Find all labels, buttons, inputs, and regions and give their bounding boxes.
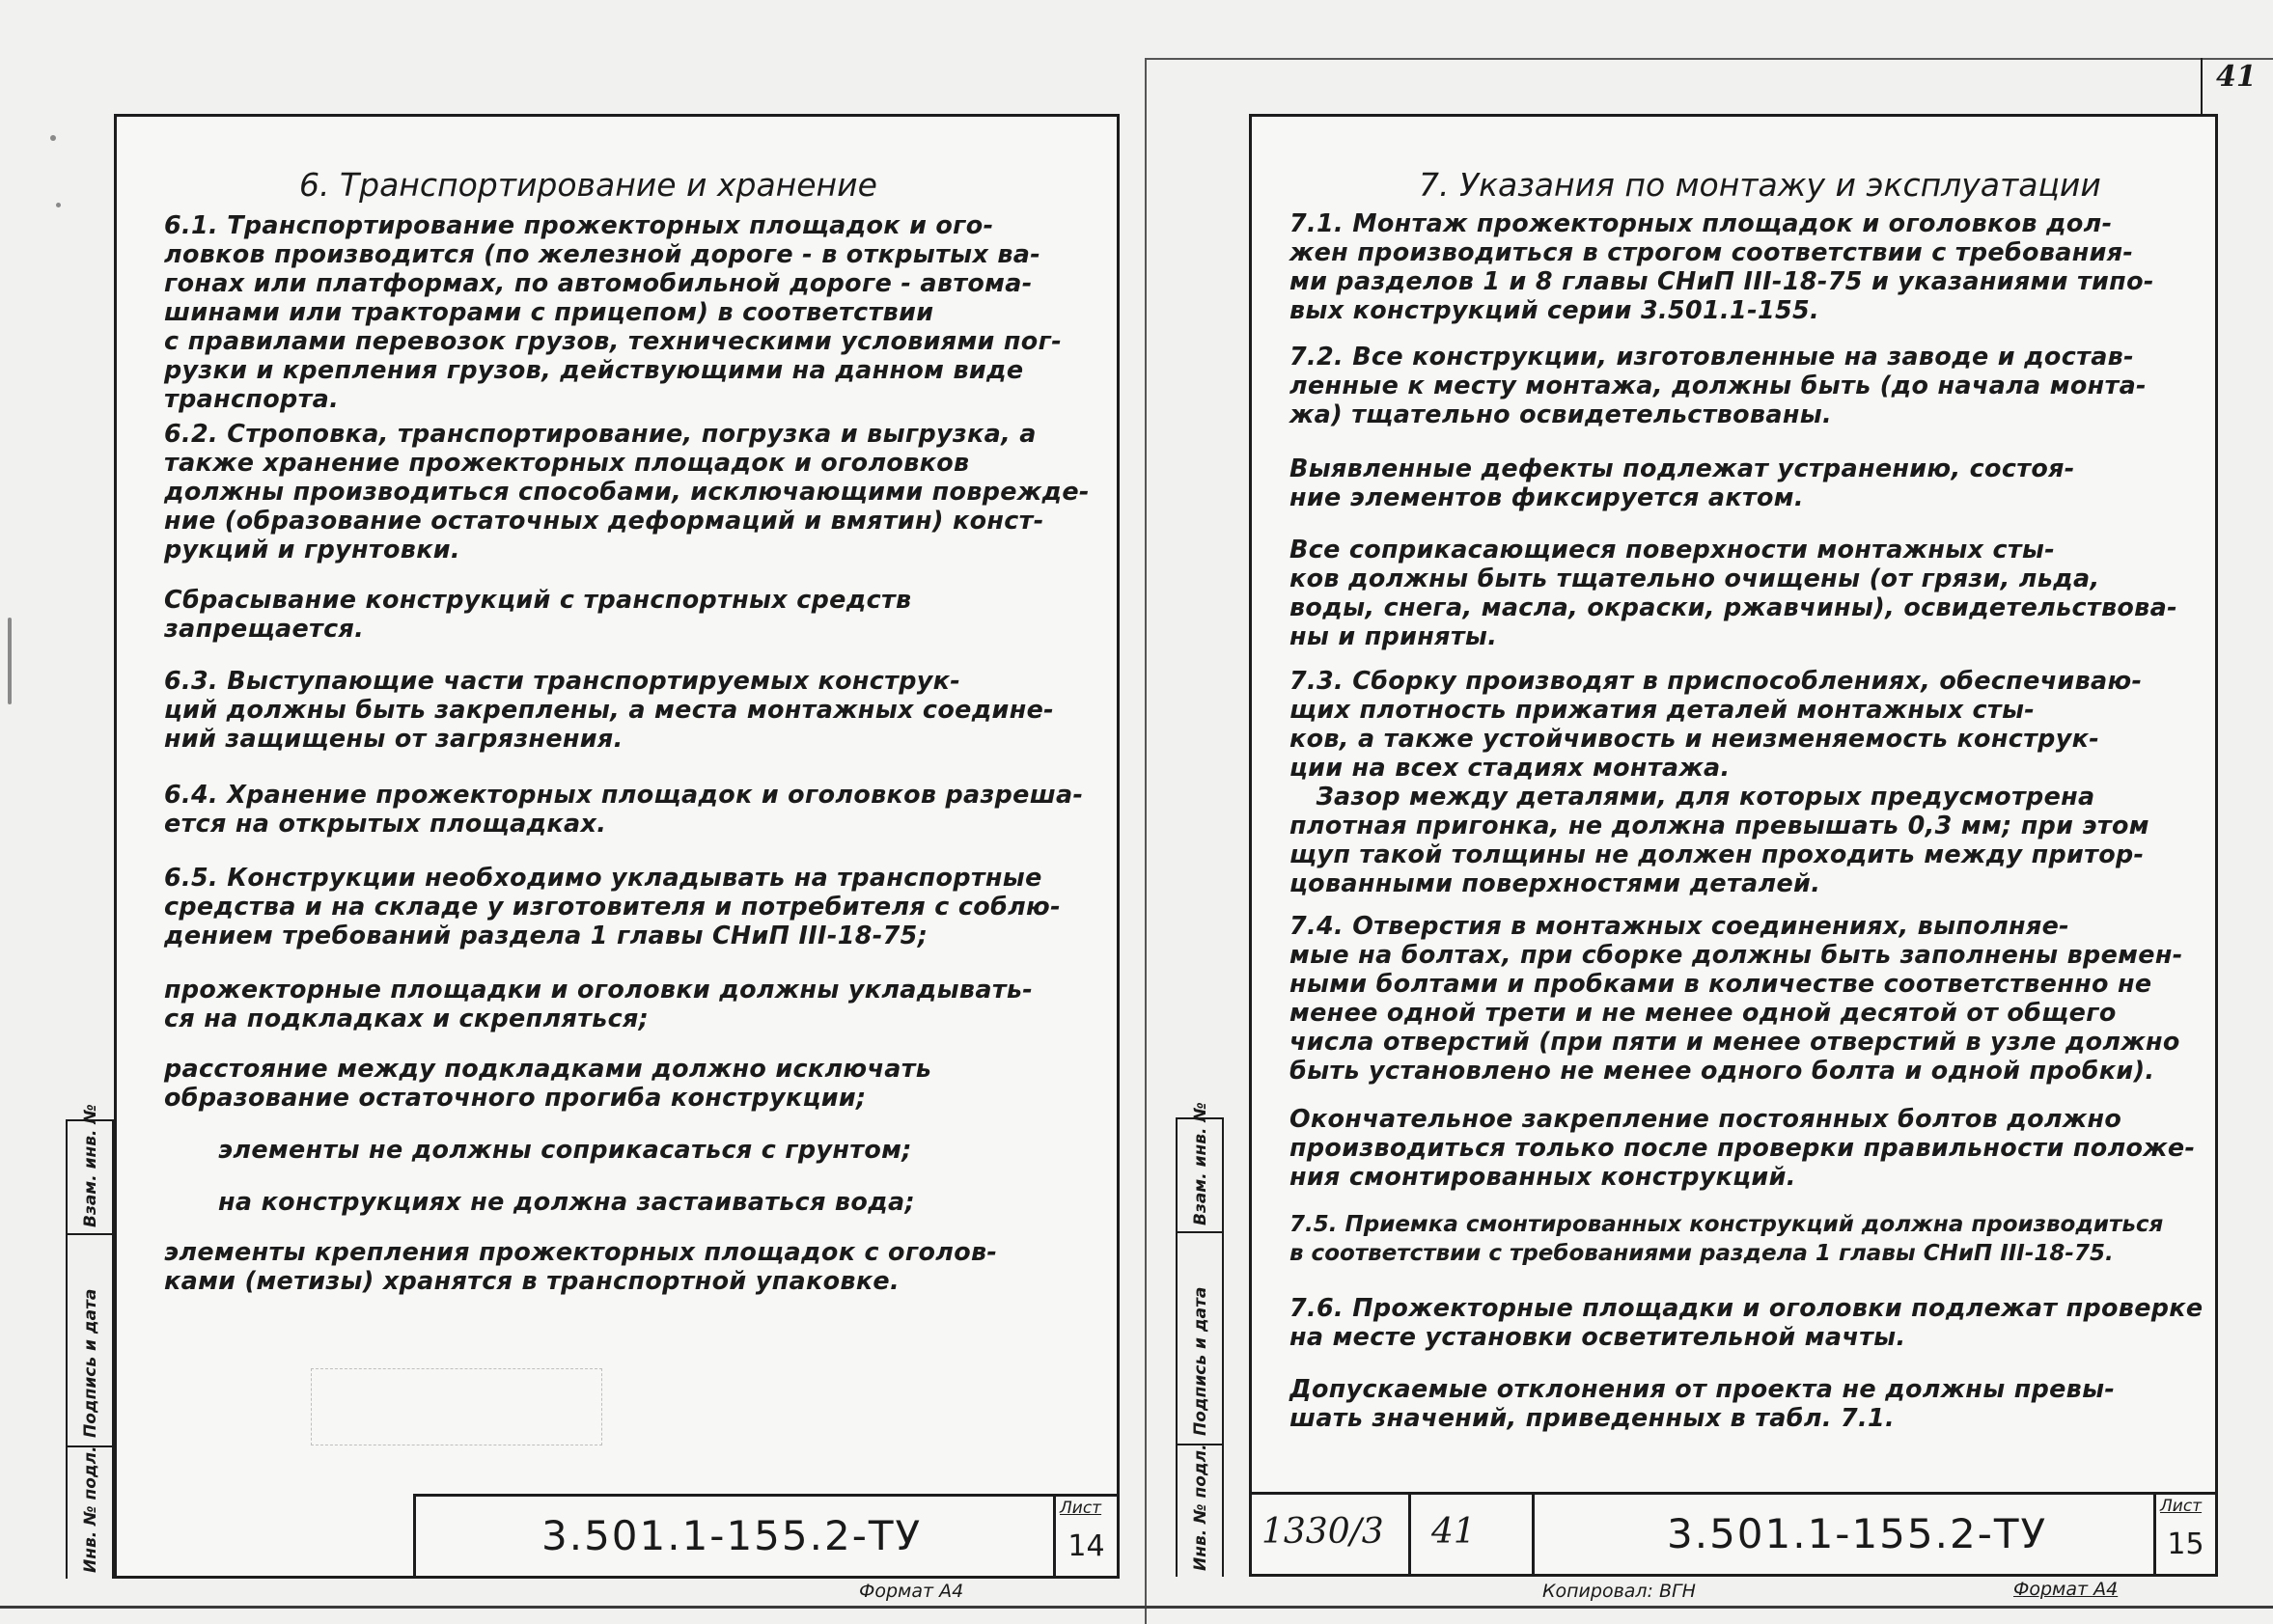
paragraph-7-3: 7.3. Сборку производят в приспособлениях, обеспечиваю- щих плотность прижатия деталей монтажных сты- ков, а также устойчивость и неизменяемость конструк- ции на всех стадиях монтажа. Зазор между деталями, для которых предусмотрена плотная пригонка, не должна превышать 0,3 мм; при этом щуп такой толщины не должен проходить между притор- цованными поверхностями деталей. bbox=[1289, 666, 2149, 897]
paragraph-7-4: 7.4. Отверстия в монтажных соединениях, выполняе- мые на болтах, при сборке должны быть заполнены времен- ными болтами и пробками в количестве соответственно не менее одной трети и не менее одной десятой от общего числа отверстий (при пяти и менее отверстий в узле должно быть установлено не менее одного болта и одной пробки). bbox=[1289, 911, 2183, 1085]
paragraph-7-4-final: Окончательное закрепление постоянных болтов должно производиться только после проверки правильности положе- ния смонтированных конструкций. bbox=[1289, 1104, 2196, 1191]
paragraph-7-2-defects: Выявленные дефекты подлежат устранению, состоя- ние элементов фиксируется актом. bbox=[1289, 454, 2075, 511]
left-title-block bbox=[413, 1494, 1120, 1579]
inventory-number: 1330/3 bbox=[1261, 1512, 1384, 1552]
side-label-replace-inv: Взам. инв. № bbox=[81, 1104, 100, 1227]
paragraph-6-5-b: расстояние между подкладками должно исключать образование остаточного прогиба конструкции; bbox=[164, 1054, 932, 1112]
left-sheet-number: 14 bbox=[1067, 1529, 1105, 1563]
section-title-7: 7. Указания по монтажу и эксплуатации bbox=[1419, 166, 2101, 204]
left-footer-format: Формат А4 bbox=[859, 1581, 964, 1602]
right-side-strip bbox=[1176, 1102, 1224, 1577]
paragraph-6-2-note: Сбрасывание конструкций с транспортных средств запрещается. bbox=[164, 585, 912, 643]
side-label-replace-inv: Взам. инв. № bbox=[1191, 1102, 1210, 1225]
paragraph-6-1: 6.1. Транспортирование прожекторных площадок и ого- ловков производится (по железной дороге - в открытых ва- гонах или платформах, по автомобильной дороге - автома- шинами или тракторами с прицепом) в соответствии с правилами перевозок грузов, техническими условиями пог- рузки и крепления грузов, действующими на данном виде транспорта. bbox=[164, 210, 1063, 413]
paragraph-6-4: 6.4. Хранение прожекторных площадок и оголовков разреша- ется на открытых площадках. bbox=[164, 780, 1084, 838]
scan-speck bbox=[50, 135, 56, 141]
section-title-6: 6. Транспортирование и хранение bbox=[299, 166, 877, 204]
faded-stamp bbox=[311, 1368, 602, 1445]
right-footer-format: Формат А4 bbox=[2013, 1579, 2119, 1600]
bottom-scan-edge bbox=[0, 1606, 2273, 1609]
title-block-divider bbox=[1532, 1495, 1535, 1574]
side-label-signature: Подпись и дата bbox=[81, 1288, 100, 1438]
sheet-label: Лист bbox=[1060, 1499, 1102, 1518]
paragraph-6-3: 6.3. Выступающие части транспортируемых конструк- ций должны быть закреплены, а места монтажных соедине- ний защищены от загрязнения. bbox=[164, 666, 1055, 753]
scan-speck bbox=[56, 203, 61, 207]
left-document-code: 3.501.1-155.2-ТУ bbox=[541, 1512, 923, 1559]
left-sheet-cell bbox=[1053, 1497, 1117, 1576]
sheet-reference: 41 bbox=[1431, 1512, 1476, 1552]
paragraph-6-5: 6.5. Конструкции необходимо укладывать на транспортные средства и на складе у изготовителя и потребителя с соблю- дением требований раздела 1 главы СНиП III-18-75; bbox=[164, 863, 1061, 950]
paragraph-7-6-tolerance: Допускаемые отклонения от проекта не должны превы- шать значений, приведенных в табл. 7.1. bbox=[1289, 1374, 2116, 1432]
side-label-inv: Инв. № подл. bbox=[81, 1445, 100, 1573]
paragraph-7-5: 7.5. Приемка смонтированных конструкций должна производиться в соответствии с требованиями раздела 1 главы СНиП III-18-75. bbox=[1289, 1212, 2164, 1266]
scan-speck bbox=[8, 618, 12, 704]
sheet-label: Лист bbox=[2160, 1497, 2203, 1516]
paragraph-6-5-d: на конструкциях не должна застаиваться вода; bbox=[218, 1187, 915, 1216]
right-sheet-number: 15 bbox=[2167, 1528, 2204, 1561]
right-document-code: 3.501.1-155.2-ТУ bbox=[1667, 1510, 2048, 1557]
left-side-strip bbox=[66, 1104, 114, 1579]
side-label-inv: Инв. № подл. bbox=[1191, 1444, 1210, 1571]
right-corner-page-number: 41 bbox=[2216, 60, 2257, 94]
paragraph-7-1: 7.1. Монтаж прожекторных площадок и оголовков дол- жен производиться в строгом соответствии с требования- ми разделов 1 и 8 главы СНиП III-18-75 и указаниями типо- вых конструкций серии 3.501.1-155. bbox=[1289, 208, 2154, 324]
paragraph-6-5-c: элементы не должны соприкасаться с грунтом; bbox=[218, 1135, 912, 1164]
paragraph-6-2: 6.2. Строповка, транспортирование, погрузка и выгрузка, а также хранение прожекторных площадок и оголовков должны производиться способами, исключающими поврежде- ние (образование остаточных деформаций и вмятин) конст- рукций и грунтовки. bbox=[164, 419, 1090, 564]
side-label-signature: Подпись и дата bbox=[1191, 1286, 1210, 1436]
paragraph-7-2: 7.2. Все конструкции, изготовленные на заводе и достав- ленные к месту монтажа, должны быть (до начала монта- жа) тщательно освидетельствованы. bbox=[1289, 342, 2147, 428]
right-sheet-cell bbox=[2153, 1495, 2215, 1574]
paragraph-7-2-surfaces: Все соприкасающиеся поверхности монтажных сты- ков должны быть тщательно очищены (от грязи, льда, воды, снега, масла, окраски, ржавчины), освидетельствова- ны и приняты. bbox=[1289, 535, 2177, 650]
footer-copied-by: Копировал: ВГН bbox=[1542, 1581, 1696, 1602]
corner-number-box bbox=[2201, 58, 2203, 116]
right-title-block bbox=[1249, 1492, 2218, 1577]
paragraph-6-5-a: прожекторные площадки и оголовки должны укладывать- ся на подкладках и скрепляться; bbox=[164, 975, 1034, 1032]
paragraph-6-5-e: элементы крепления прожекторных площадок с оголов- ками (метизы) хранятся в транспортной упаковке. bbox=[164, 1237, 998, 1295]
paragraph-7-6: 7.6. Прожекторные площадки и оголовки подлежат проверке на месте установки осветительной мачты. bbox=[1289, 1293, 2204, 1351]
title-block-divider bbox=[1408, 1495, 1411, 1574]
